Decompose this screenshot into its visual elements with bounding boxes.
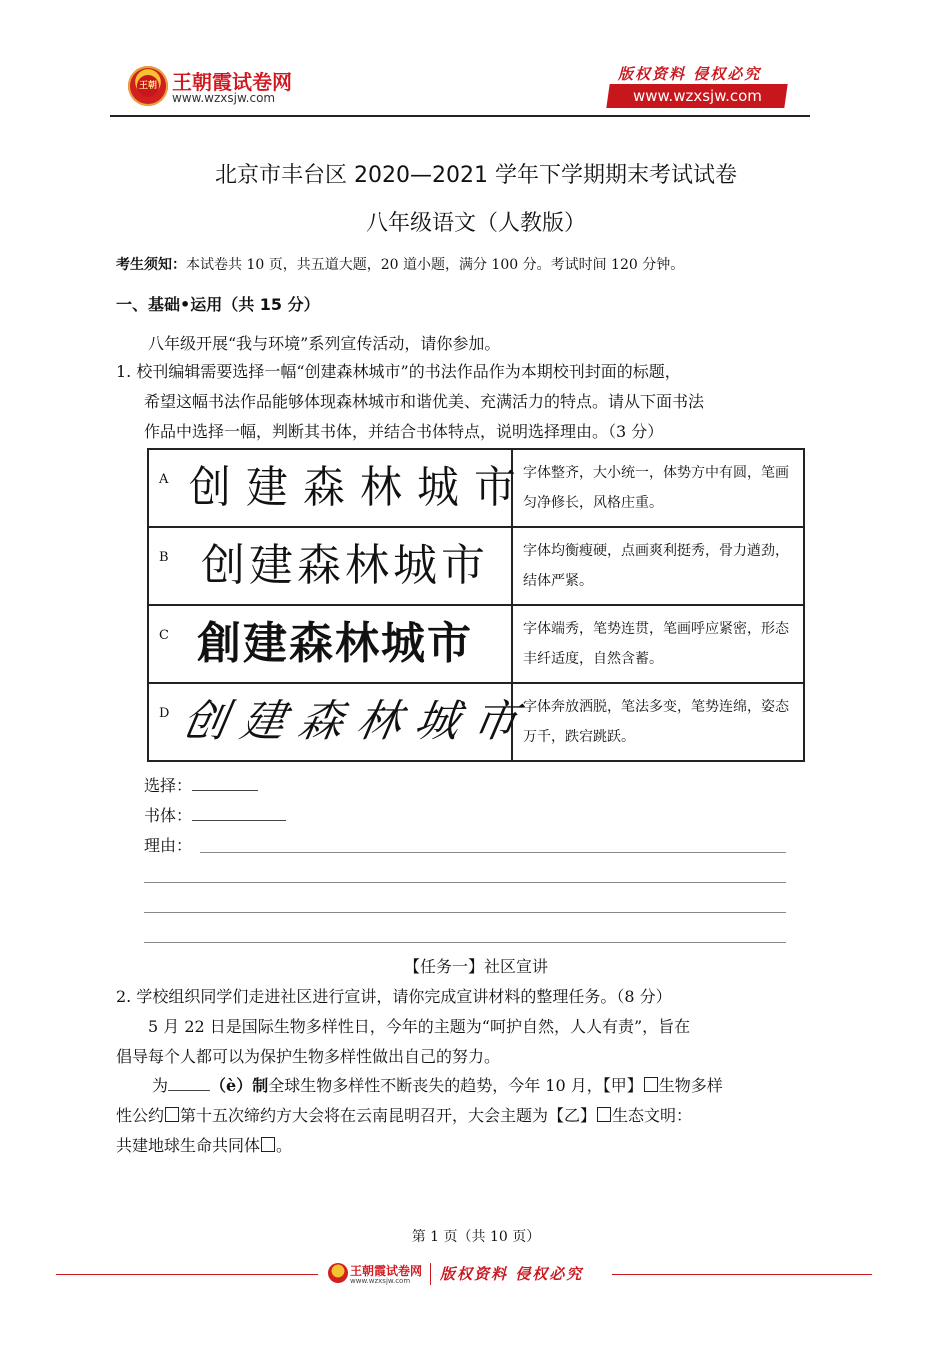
calligraphy-glyphs: 创建森林城市 <box>178 696 536 747</box>
calligraphy-sample-b <box>148 527 512 605</box>
option-row-a <box>148 449 804 527</box>
footer-divider-left <box>56 1274 318 1275</box>
para2-rest1b: 生物多样 <box>658 1076 723 1095</box>
option-description: 字体端秀，笔势连贯，笔画呼应紧密，形态丰纤适度，自然含蓄。 <box>512 605 804 683</box>
para2-line-1 <box>152 1071 816 1101</box>
option-row-c <box>148 605 804 683</box>
end-mark: 。 <box>276 1136 293 1155</box>
url-banner[interactable] <box>606 84 787 108</box>
option-letter: D <box>159 706 170 721</box>
reason-line-4[interactable] <box>144 942 786 943</box>
para2-line2c: 生态文明： <box>612 1106 693 1125</box>
logo-badge-text: 王朝 <box>137 75 159 97</box>
pinyin-hint: （è） <box>210 1076 253 1095</box>
exam-subtitle: 八年级语文（人教版） <box>365 211 586 236</box>
para2-line2b: 第十五次缔约方大会将在云南昆明召开，大会主题为【乙】 <box>180 1106 597 1125</box>
calligraphy-sample-d <box>148 683 536 761</box>
option-row-d <box>148 683 804 761</box>
target-char: 制 <box>252 1076 269 1095</box>
footer-logo-icon <box>328 1263 348 1283</box>
q2-prompt: 2. 学校组织同学们走进社区进行宣讲，请你完成宣讲材料的整理任务。（8 分） <box>116 987 672 1006</box>
exam-notice <box>116 254 684 274</box>
option-letter: A <box>159 472 169 487</box>
header-divider <box>110 115 810 117</box>
notice-label: 考生须知： <box>116 257 186 273</box>
calligraphy-glyphs: 创建森林城市 <box>201 540 489 591</box>
q1-line-3: 作品中选择一幅，判断其书体，并结合书体特点，说明选择理由。（3 分） <box>144 422 664 441</box>
q1-line-2: 希望这幅书法作品能够体现森林城市和谐优美、充满活力的特点。请从下面书法 <box>144 392 705 411</box>
reason-line-1[interactable] <box>200 852 786 853</box>
para2-start: 为 <box>152 1076 169 1095</box>
punctuation-box[interactable] <box>261 1137 275 1152</box>
para2-line3: 共建地球生命共同体 <box>116 1136 261 1155</box>
calligraphy-glyphs: 創建森林城市 <box>197 618 473 669</box>
copyright-notice: 版权资料 侵权必究 <box>618 65 762 83</box>
exam-title: 北京市丰台区 2020—2021 学年下学期期末考试试卷 <box>215 163 737 188</box>
para2-rest1: 全球生物多样性不断丧失的趋势，今年 10 月，【甲】 <box>268 1076 643 1095</box>
section-intro: 八年级开展“我与环境”系列宣传活动，请你参加。 <box>148 334 501 353</box>
para1-line-1: 5 月 22 日是国际生物多样性日，今年的主题为“呵护自然，人人有责”，旨在 <box>148 1017 691 1036</box>
script-row <box>144 803 286 826</box>
option-description: 字体均衡瘦硬，点画爽利挺秀，骨力遒劲，结体严紧。 <box>512 527 804 605</box>
script-label: 书体： <box>144 806 193 825</box>
punctuation-box[interactable] <box>644 1077 658 1092</box>
reason-line-3[interactable] <box>144 912 786 913</box>
option-letter: B <box>159 550 169 565</box>
page-number: 第 1 页（共 10 页） <box>411 1229 541 1245</box>
calligraphy-sample-c <box>148 605 512 683</box>
choice-row <box>144 773 258 796</box>
calligraphy-sample-a <box>148 449 531 527</box>
choice-blank[interactable] <box>192 776 258 791</box>
punctuation-box[interactable] <box>165 1107 179 1122</box>
footer-copyright: 版权资料 侵权必究 <box>440 1265 584 1283</box>
footer-separator <box>430 1263 431 1285</box>
task-heading: 【任务一】社区宣讲 <box>403 957 548 976</box>
option-letter: C <box>159 628 169 643</box>
option-row-b <box>148 527 804 605</box>
footer-logo-url: www.wzxsjw.com <box>350 1277 411 1285</box>
q1-line-1: 1. 校刊编辑需要选择一幅“创建森林城市”的书法作品作为本期校刊封面的标题， <box>116 362 681 381</box>
logo-name: 王朝霞试卷网 <box>172 70 292 94</box>
punctuation-box[interactable] <box>597 1107 611 1122</box>
footer-logo-name: 王朝霞试卷网 <box>350 1264 423 1278</box>
logo-badge-icon <box>128 66 168 106</box>
para2-line-2 <box>116 1101 816 1131</box>
para1-line-2: 倡导每个人都可以为保护生物多样性做出自己的努力。 <box>116 1047 501 1066</box>
option-description: 字体整齐，大小统一，体势方中有圆，笔画匀净修长，风格庄重。 <box>512 449 804 527</box>
para2-line-3 <box>116 1131 816 1161</box>
choice-label: 选择： <box>144 776 193 795</box>
footer-divider-right <box>612 1274 872 1275</box>
pinyin-blank[interactable] <box>168 1076 210 1091</box>
option-description: 字体奔放洒脱，笔法多变，笔势连绵，姿态万千，跌宕跳跃。 <box>512 683 804 761</box>
logo-url: www.wzxsjw.com <box>172 91 276 105</box>
section-heading: 一、基础•运用（共 15 分） <box>116 295 320 314</box>
notice-text: 本试卷共 10 页，共五道大题，20 道小题，满分 100 分。考试时间 120 分钟。 <box>186 257 685 273</box>
reason-label: 理由： <box>144 836 193 855</box>
reason-line-2[interactable] <box>144 882 786 883</box>
para2-line2a: 性公约 <box>116 1106 165 1125</box>
calligraphy-glyphs: 创建森林城市 <box>189 462 531 513</box>
script-blank[interactable] <box>192 806 286 821</box>
calligraphy-table <box>147 448 805 762</box>
url-banner-text: www.wzxsjw.com <box>632 87 762 105</box>
